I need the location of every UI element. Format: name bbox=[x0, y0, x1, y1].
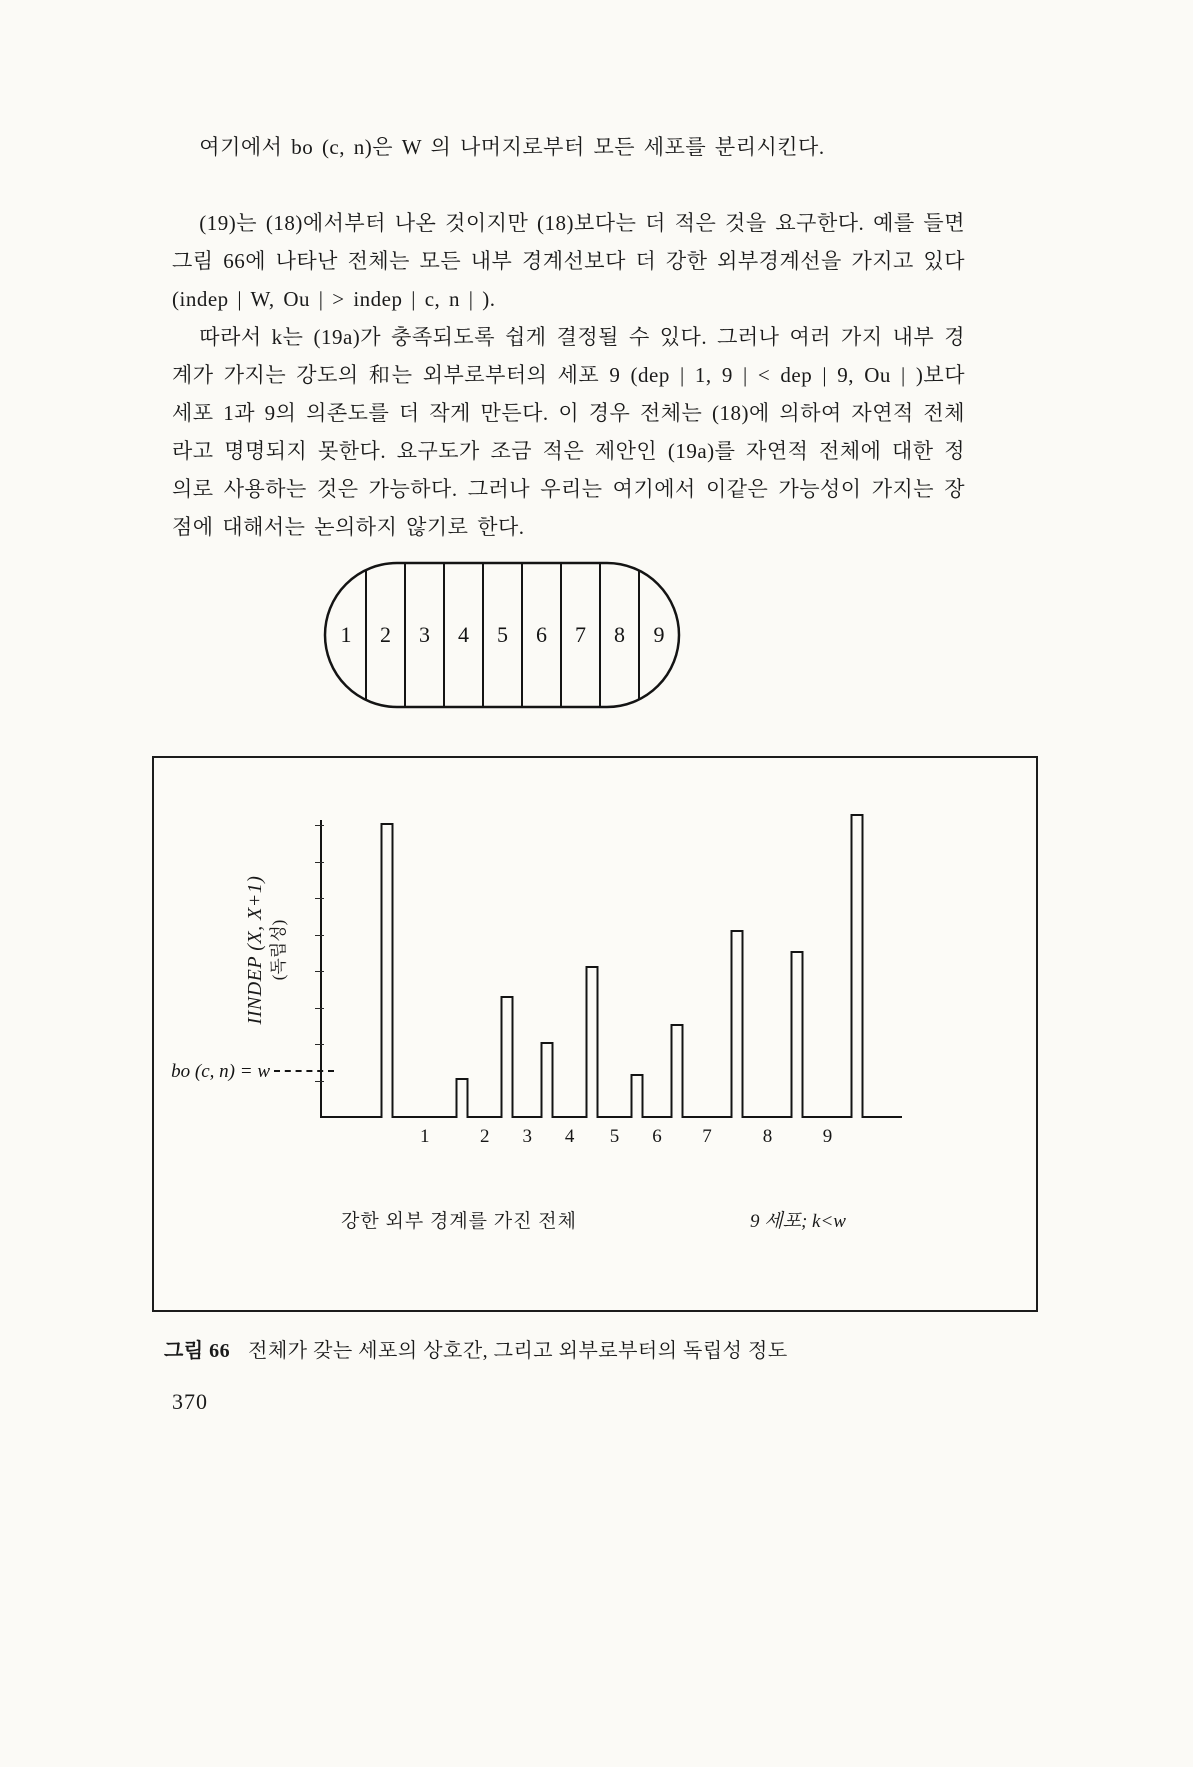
x-axis-caption-right: 9 세포; k<w bbox=[750, 1211, 846, 1232]
y-axis-tick bbox=[315, 898, 324, 899]
chart-bar-8-9 bbox=[791, 951, 804, 1118]
x-tick-label-1: 1 bbox=[420, 1126, 430, 1147]
chart-bar-outer-right bbox=[851, 814, 864, 1118]
y-axis-tick bbox=[315, 935, 324, 936]
page-number: 370 bbox=[172, 1389, 208, 1414]
capsule-cell-number: 7 bbox=[575, 622, 586, 647]
chart-bar-7-8 bbox=[731, 930, 744, 1118]
capsule-cell-number: 4 bbox=[458, 622, 469, 647]
w-reference-line bbox=[274, 1070, 334, 1072]
y-axis-tick bbox=[315, 1044, 324, 1045]
chart-bar-2-3 bbox=[500, 996, 513, 1118]
figure-caption-text: 전체가 갖는 세포의 상호간, 그리고 외부로부터의 독립성 정도 bbox=[248, 1340, 788, 1362]
x-tick-label-2: 2 bbox=[479, 1126, 490, 1147]
y-axis-title bbox=[243, 876, 291, 1025]
capsule-cell-number: 3 bbox=[419, 622, 430, 647]
chart-bar-3-4 bbox=[540, 1042, 553, 1118]
paragraph-19: (19)는 (18)에서부터 나온 것이지만 (18)보다는 더 적은 것을 요구한다. 예를 들면 그림 66에 나타난 전체는 모든 내부 경계선보다 더 강한 외부경계선을 가지고 있다 (indep | W, Ou | > indep | c, n | ). bbox=[172, 211, 965, 311]
chart-bar-6-7 bbox=[670, 1024, 683, 1118]
chart-bar-4-5 bbox=[585, 966, 598, 1118]
capsule-cell-number: 1 bbox=[340, 622, 352, 647]
paragraph-k: 따라서 k는 (19a)가 충족되도록 쉽게 결정될 수 있다. 그러나 여러 가지 내부 경계가 가지는 강도의 和는 외부로부터의 세포 9 (dep | 1, 9 | < dep | 9, Ou | )보다 세포 1과 9의 의존도를 더 작게 만든다. 이 경우 전체는 (18)에 의하여 자연적 전체라고 명명되지 못한다. 요구도가 조금 적은 제안인 (19a)를 자연적 전체에 대한 정의로 사용하는 것은 가능하다. 그러나 우리는 여기에서 이같은 가능성이 가지는 장점에 대해서는 논의하지 않기로 한다. bbox=[172, 325, 965, 539]
chart-bar-1-2 bbox=[456, 1078, 469, 1118]
w-reference-label: bo (c, n) = w bbox=[171, 1061, 270, 1083]
figure-66-chart bbox=[152, 756, 1038, 1312]
capsule-cell-number: 9 bbox=[653, 622, 665, 647]
x-tick-label-6: 6 bbox=[652, 1126, 662, 1147]
x-tick-label-5: 5 bbox=[609, 1126, 620, 1147]
x-tick-label-7: 7 bbox=[702, 1126, 712, 1147]
y-axis-tick bbox=[315, 971, 324, 972]
capsule-cell-number: 5 bbox=[497, 622, 508, 647]
capsule-cell-numbers bbox=[341, 622, 665, 647]
chart-bar-outer-left bbox=[380, 823, 393, 1118]
y-axis-tick bbox=[315, 1081, 324, 1082]
y-axis-label: IINDEP (X, X+1) bbox=[244, 875, 266, 1025]
y-axis-tick bbox=[315, 1008, 324, 1009]
y-axis-sublabel: (독립성) bbox=[269, 919, 288, 981]
figure-caption bbox=[164, 1334, 965, 1363]
x-tick-label-8: 8 bbox=[762, 1126, 773, 1147]
y-axis-tick bbox=[315, 862, 324, 863]
x-axis-line bbox=[320, 1116, 902, 1118]
x-tick-label-9: 9 bbox=[822, 1126, 833, 1147]
capsule-svg bbox=[322, 560, 682, 710]
capsule-cell-number: 8 bbox=[614, 622, 625, 647]
capsule-cell-number: 6 bbox=[536, 622, 547, 647]
x-axis-caption-left: 강한 외부 경계를 가진 전체 bbox=[341, 1211, 577, 1232]
cell-capsule-diagram bbox=[322, 560, 682, 710]
chart-bar-5-6 bbox=[631, 1074, 644, 1118]
y-axis-line bbox=[320, 820, 322, 1118]
paragraph-intro: 여기에서 bo (c, n)은 W 의 나머지로부터 모든 세포를 분리시킨다. bbox=[199, 135, 825, 159]
capsule-cell-number: 2 bbox=[380, 622, 391, 647]
y-axis-tick bbox=[315, 825, 324, 826]
x-tick-label-3: 3 bbox=[522, 1126, 532, 1147]
x-tick-label-4: 4 bbox=[564, 1126, 575, 1147]
figure-caption-number: 그림 66 bbox=[164, 1340, 231, 1362]
